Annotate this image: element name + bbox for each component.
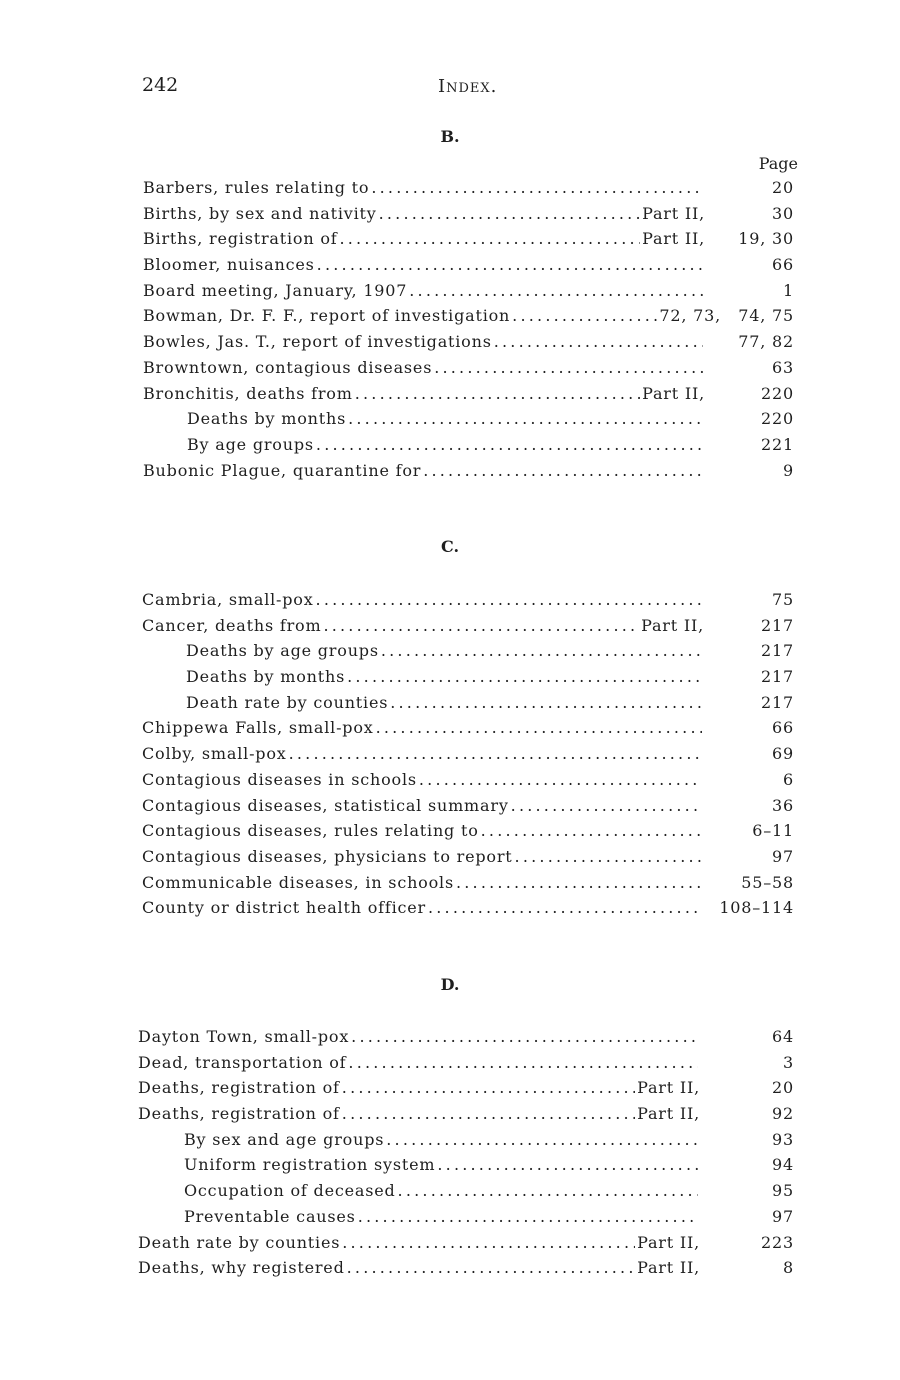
entry-page: 55–58 [741,872,794,892]
entry-text: Colby, small-pox [142,744,287,764]
entry-text: Bowles, Jas. T., report of investigations [143,332,492,352]
section-c-entries [0,587,900,921]
entry-page: 19, 30 [738,229,794,249]
entry-text: Contagious diseases, rules relating to [142,821,479,841]
entry-text: Occupation of deceased [184,1181,396,1201]
entry-page: 74, 75 [738,306,794,326]
entry-page: 95 [772,1181,794,1201]
entry-text: By sex and age groups [184,1129,385,1149]
index-subentry [0,1152,900,1178]
entry-page: 92 [772,1104,794,1124]
index-entry [0,226,900,252]
entry-text: Deaths, registration of [138,1104,340,1124]
entry-page: 108–114 [719,898,794,918]
entry-page: 20 [772,178,794,197]
index-entry [0,355,900,381]
entry-page: 217 [761,615,794,635]
entry-page: 69 [772,744,794,764]
index-entry [0,818,900,844]
index-entry [0,1101,900,1127]
index-entry [0,1050,900,1076]
entry-page: 36 [772,795,794,815]
entry-text: Contagious diseases, statistical summary [142,795,509,815]
entry-text: County or district health officer [142,898,426,918]
entry-part: Part II, [637,1232,700,1252]
entry-page: 3 [783,1052,794,1072]
entry-page: 66 [772,255,794,275]
index-subentry [0,406,900,432]
index-entry [0,458,900,484]
index-subentry [0,432,900,458]
page-column-label: Page [758,154,798,173]
index-entry [0,870,900,896]
running-head: Index. [438,76,498,97]
entry-page: 66 [772,718,794,738]
entry-text: Communicable diseases, in schools [142,872,454,892]
entry-part: Part II, [637,1078,700,1098]
index-entry [0,1255,900,1281]
index-entry [0,1075,900,1101]
index-subentry [0,1204,900,1230]
entry-part: Part II, [642,383,705,403]
entry-text: Dayton Town, small-pox [138,1027,350,1046]
entry-part: Part II, [642,203,705,223]
index-subentry [0,690,900,716]
entry-text: Births, registration of [143,229,338,249]
entry-part: Part II, [637,1258,700,1278]
index-entry [0,252,900,278]
entry-text: Uniform registration system [184,1155,436,1175]
entry-page: 94 [772,1155,794,1175]
section-letter-b: B. [440,127,460,146]
entry-text: Bubonic Plague, quarantine for [143,460,422,480]
entry-text: Death rate by counties [186,692,389,712]
section-b-entries [0,175,900,483]
index-subentry [0,1127,900,1153]
entry-part: Part II, [641,615,704,635]
entry-page: 97 [772,846,794,866]
entry-text: Bronchitis, deaths from [143,383,353,403]
index-entry [0,793,900,819]
entry-page: 93 [772,1129,794,1149]
entry-text: Contagious diseases, physicians to report [142,846,513,866]
index-entry [0,715,900,741]
entry-page: 220 [761,409,794,429]
entry-text: Preventable causes [184,1206,356,1226]
section-d-entries [0,1024,900,1281]
entry-text: Bloomer, nuisances [143,255,315,275]
entry-page: 223 [761,1232,794,1252]
entry-text: Deaths, registration of [138,1078,340,1098]
index-entry [0,741,900,767]
entry-text: Contagious diseases in schools [142,769,417,789]
entry-page: 30 [772,203,794,223]
entry-page: 6–11 [752,821,794,841]
entry-page: 217 [761,692,794,712]
entry-text: Browntown, contagious diseases [143,357,433,377]
entry-page: 1 [783,280,794,300]
entry-text: Cambria, small-pox [142,590,314,609]
entry-part: 72, 73, [659,306,721,326]
index-entry [0,767,900,793]
index-entry [0,895,900,921]
entry-text: Bowman, Dr. F. F., report of investigation [143,306,511,326]
index-entry [0,1230,900,1256]
entry-text: Chippewa Falls, small-pox [142,718,374,738]
index-entry [0,201,900,227]
index-entry [0,1024,900,1050]
entry-page: 75 [772,590,794,609]
entry-page: 217 [761,641,794,661]
section-letter-d: D. [440,975,460,994]
entry-text: Deaths by age groups [186,641,379,661]
entry-page: 220 [761,383,794,403]
index-entry [0,381,900,407]
index-entry [0,329,900,355]
entry-text: Barbers, rules relating to [143,178,370,197]
entry-page: 9 [783,460,794,480]
entry-page: 6 [783,769,794,789]
entry-page: 77, 82 [738,332,794,352]
entry-page: 63 [772,357,794,377]
entry-text: Dead, transportation of [138,1052,347,1072]
entry-page: 64 [772,1027,794,1046]
index-entry [0,587,900,613]
entry-part: Part II, [642,229,705,249]
index-subentry [0,1178,900,1204]
index-subentry [0,664,900,690]
entry-text: Deaths, why registered [138,1258,345,1278]
entry-page: 20 [772,1078,794,1098]
entry-page: 97 [772,1206,794,1226]
index-entry [0,613,900,639]
entry-text: Death rate by counties [138,1232,341,1252]
index-entry [0,278,900,304]
entry-text: By age groups [187,434,314,454]
index-entry [0,175,900,201]
index-entry [0,303,900,329]
entry-text: Deaths by months [187,409,347,429]
entry-page: 8 [783,1258,794,1278]
entry-page: 217 [761,667,794,687]
entry-text: Cancer, deaths from [142,615,322,635]
entry-text: Births, by sex and nativity [143,203,377,223]
entry-text: Board meeting, January, 1907 [143,280,408,300]
entry-page: 221 [761,434,794,454]
entry-part: Part II, [637,1104,700,1124]
entry-text: Deaths by months [186,667,346,687]
index-entry [0,844,900,870]
section-letter-c: C. [440,537,460,556]
page-number: 242 [142,74,179,96]
index-subentry [0,638,900,664]
